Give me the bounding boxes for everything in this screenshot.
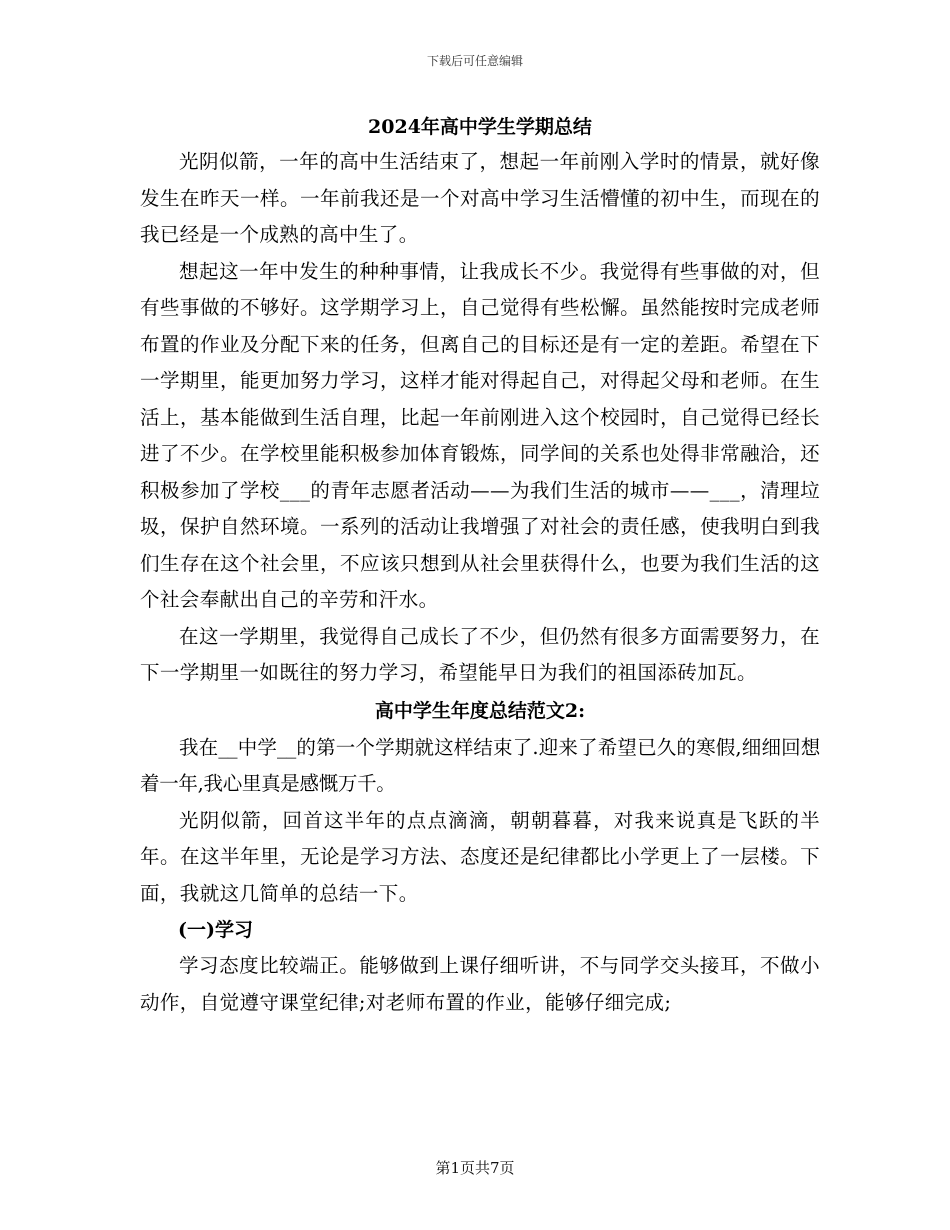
document-title: 2024年高中学生学期总结	[368, 116, 592, 138]
paragraph: 光阴似箭，回首这半年的点点滴滴，朝朝暮暮，对我来说真是飞跃的半年。在这半年里，无论是学习方法、态度还是纪律都比小学更上了一层楼。下面，我就这几简单的总结一下。	[140, 808, 820, 905]
paragraph: 在这一学期里，我觉得自己成长了不少，但仍然有很多方面需要努力，在下一学期里一如既往的努力学习，希望能早日为我们的祖国添砖加瓦。	[140, 624, 820, 684]
page-number: 第1页共7页	[435, 1159, 515, 1177]
paragraph: 学习态度比较端正。能够做到上课仔细听讲，不与同学交头接耳，不做小动作，自觉遵守课堂纪律;对老师布置的作业，能够仔细完成;	[140, 954, 820, 1014]
paragraph: 我在__中学__的第一个学期就这样结束了.迎来了希望已久的寒假,细细回想着一年,我心里真是感慨万千。	[140, 735, 820, 795]
subheading: 高中学生年度总结范文2:	[374, 699, 586, 722]
paragraph: 想起这一年中发生的种种事情，让我成长不少。我觉得有些事做的对，但有些事做的不够好。这学期学习上，自己觉得有些松懈。虽然能按时完成老师布置的作业及分配下来的任务，但离自己的目标还是有一定的差距。希望在下一学期里，能更加努力学习，这样才能对得起自己，对得起父母和老师。在生活上，基本能做到生活自理，比起一年前刚进入这个校园时，自己觉得已经长进了不少。在学校里能积极参加体育锻炼，同学间的关系也处得非常融洽，还积极参加了学校___的青年志愿者活动——为我们生活的城市——___，清理垃圾，保护自然环境。一系列的活动让我增强了对社会的责任感，使我明白到我们生存在这个社会里，不应该只想到从社会里获得什么，也要为我们生活的这个社会奉献出自己的辛劳和汗水。	[140, 259, 820, 611]
section-heading: (一)学习	[178, 919, 253, 941]
header-note: 下载后可任意编辑	[426, 54, 523, 68]
paragraph: 光阴似箭，一年的高中生活结束了，想起一年前刚入学时的情景，就好像发生在昨天一样。一年前我还是一个对高中学习生活懵懂的初中生，而现在的我已经是一个成熟的高中生了。	[140, 150, 820, 246]
document-body	[140, 110, 820, 1021]
